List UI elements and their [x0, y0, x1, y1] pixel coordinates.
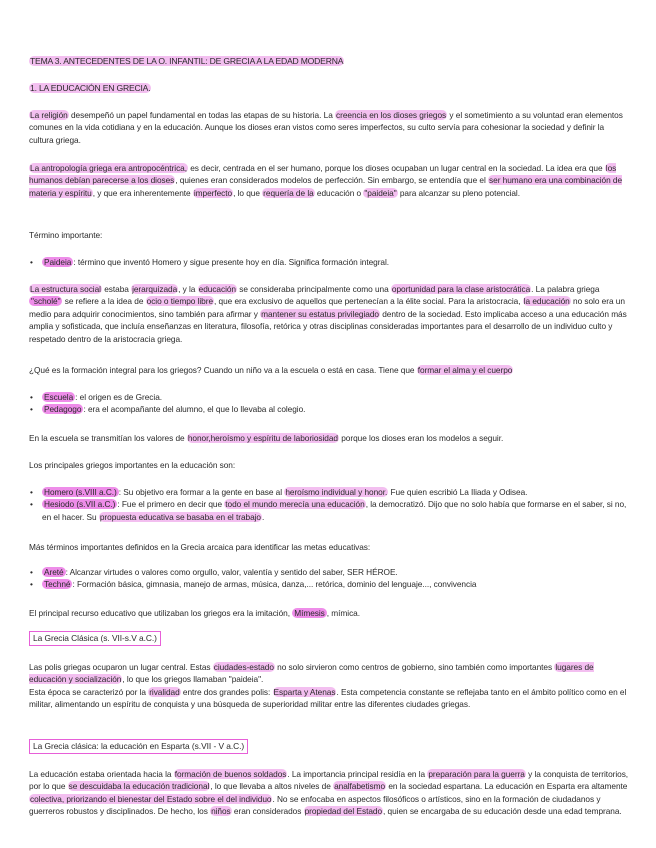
text: En la escuela se transmitían los valores de [29, 433, 187, 443]
text: educación o [314, 187, 364, 198]
text: entre dos grandes polis: [180, 686, 273, 697]
text: , quien se encargaba de su educación desde una edad temprana. [383, 806, 622, 817]
term: Escuela [44, 392, 74, 402]
highlight: ciudades-estado [213, 662, 274, 672]
text: . No se enfocaba en aspectos filosóficos o artísticos, sino en la formación de ciudadanos y guerreros robustos y disciplinados. De hecho, los [29, 793, 601, 817]
highlight: jerarquizada [132, 284, 178, 294]
text: estaba [101, 284, 132, 294]
text: , lo que [233, 187, 263, 198]
highlight: La antropología griega era antropocéntrica, [30, 163, 187, 173]
highlight: honor,heroísmo y espíritu de laboriosidad [187, 433, 338, 443]
highlight: La religión [30, 110, 68, 120]
text: , lo que los griegos llamaban "paideia". [122, 674, 264, 685]
text: y el sometimiento a su voluntad eran elementos comunes en la vida cotidiana y en la educación. Aunque los dioses eran vistos como seres imperfectos, su culto servía para cohesionar la sociedad y definir la cultura griega. [29, 110, 623, 145]
highlight: "paideia" [364, 187, 397, 198]
text: . [262, 511, 265, 522]
list-item [29, 391, 629, 403]
list-griegos [29, 486, 629, 523]
highlight: la educación [523, 296, 570, 307]
list-item [29, 578, 629, 590]
text: : Alcanzar virtudes o valores como orgullo, valor, valentía y sentido del saber, SER HÉROE. [65, 567, 398, 577]
text: ¿Qué es la formación integral para los griegos? Cuando un niño va a la escuela o está en casa. Tiene que [29, 365, 417, 375]
highlight: colectiva, priorizando el bienestar del Estado sobre el del individuo [30, 793, 272, 804]
highlight: formación de buenos soldados [174, 769, 287, 779]
text: : era el acompañante del alumno, el que lo llevaba al colegio. [83, 404, 306, 415]
paragraph-question [29, 364, 629, 376]
highlight: niños [211, 806, 231, 817]
text: , lo que llevaba a altos niveles de [210, 781, 334, 792]
section-1-title-text: 1. LA EDUCACIÓN EN GRECIA. [30, 83, 151, 93]
list-metas [29, 566, 629, 591]
paragraph-antropologia [29, 162, 629, 199]
text: . Esta competencia constante se reflejaba tanto en el ámbito político como en el militar, alimentando un espíritu de conquista y una búsqueda de superioridad militar entre las diferentes ciudades griegas. [29, 686, 627, 710]
text: . La palabra griega [531, 284, 600, 294]
text: : Su objetivo era formar a la gente en base al [118, 487, 285, 497]
highlight: "scholé" [31, 296, 61, 307]
text: . La importancia principal residía en la [287, 769, 428, 779]
highlight: imperfecto [193, 187, 233, 198]
term: Homero (s.VIII a.C.) [44, 487, 117, 497]
paragraph-estructura-social [29, 283, 629, 345]
highlight: educación [198, 284, 237, 294]
section-grecia-clasica [29, 631, 629, 646]
highlight: Esparta y Atenas [273, 686, 336, 697]
paragraph-mas-terminos: Más términos importantes definidos en la Grecia arcaica para identificar las metas educativas: [29, 542, 371, 552]
list-item [29, 403, 629, 415]
text: se consideraba principalmente como una [237, 284, 391, 294]
main-title-text: TEMA 3. ANTECEDENTES DE LA O. INFANTIL: DE GRECIA A LA EDAD MODERNA [30, 56, 344, 66]
text: El principal recurso educativo que utilizaban los griegos era la imitación, [29, 608, 293, 618]
list-item [29, 566, 629, 578]
highlight: propiedad del Estado [304, 806, 383, 817]
text: es decir, centrada en el ser humano, porque los dioses ocupaban un lugar central en la sociedad. La idea era que [187, 163, 605, 173]
list-item [29, 256, 629, 268]
text: La educación estaba orientada hacia la [29, 769, 174, 779]
highlight: Mímesis [294, 608, 325, 618]
highlight: ser humano era una combinación de materia y espíritu [29, 175, 623, 198]
text: no solo sirvieron como centros de gobierno, sino también como importantes [274, 662, 555, 672]
highlight: rivalidad [149, 686, 180, 697]
text: se refiere a la idea de [62, 296, 146, 307]
text: desempeñó un papel fundamental en todas las etapas de su historia. La [68, 110, 336, 120]
paragraph-esparta [29, 768, 629, 818]
text: y la conquista de territorios, por lo que [29, 769, 629, 792]
boxed-heading: La Grecia Clásica (s. VII-s.V a.C.) [29, 631, 161, 646]
text: no solo era un medio para adquirir conocimientos, sino también para afirmar y [29, 296, 625, 319]
highlight: preparación para la guerra [428, 769, 525, 779]
highlight: formar el alma y el cuerpo [417, 365, 513, 375]
list-escuela [29, 391, 629, 416]
paragraph-valores [29, 432, 629, 444]
highlight: La estructura social [30, 284, 101, 294]
text: : el origen es de Grecia. [75, 392, 163, 402]
term-paideia: Paideia [44, 257, 72, 267]
text: , que era exclusivo de aquellos que pertenecían a la élite social. Para la aristocracia, [214, 296, 523, 307]
text: , mímica. [326, 608, 360, 618]
main-title [29, 55, 629, 67]
paideia-list [29, 256, 629, 268]
text: Esta época se caracterizó por la [29, 686, 149, 697]
paragraph-principales: Los principales griegos importantes en la educación son: [29, 460, 236, 470]
highlight: creencia en los dioses griegos [336, 110, 447, 120]
text: en la sociedad espartana. La educación en Esparta era altamente [386, 781, 628, 792]
highlight: requería de la [263, 187, 314, 198]
text: , y que era inherentemente [92, 187, 193, 198]
highlight: todo el mundo merecía una educación [225, 499, 365, 510]
text: : término que inventó Homero y sigue presente hoy en día. Significa formación integral. [73, 257, 390, 267]
section-esparta [29, 739, 629, 754]
text: eran considerados [231, 806, 304, 817]
term: Pedagogo [44, 404, 82, 415]
text: para alcanzar su pleno potencial. [397, 187, 520, 198]
text: dentro de la sociedad. Esto implicaba acceso a una educación más amplia y sofisticada, que incluía enseñanzas en literatura, filosofía, retórica y otras disciplinas consideradas importantes para el desarrollo de un individuo culto y respetado dentro de la aristocracia griega. [29, 308, 627, 344]
text: Las polis griegas ocuparon un lugar central. Estas [29, 662, 213, 672]
highlight: analfabetismo [334, 781, 386, 792]
text: , la democratizó. Dijo que no solo había que formarse en el saber, si no, en el hacer. Su [42, 499, 627, 522]
text: : Fue el primero en decir que [117, 499, 225, 510]
text: porque los dioses eran los modelos a seguir. [338, 433, 504, 443]
term: Hesiodo (s.VII a.C.) [44, 499, 116, 510]
highlight: lugares de educación y socialización [29, 662, 594, 685]
text: , y la [178, 284, 198, 294]
highlight: los humanos debían parecerse a los dioses [29, 163, 617, 186]
highlight: heroísmo individual y honor. [285, 487, 388, 497]
paragraph-religion [29, 109, 629, 146]
list-item-hesiodo [29, 498, 629, 523]
highlight: mantener su estatus privilegiado [261, 308, 379, 319]
highlight: oportunidad para la clase aristocrática [391, 284, 531, 294]
text: : Formación básica, gimnasia, manejo de armas, música, danza,... retórica, dominio del lenguaje..., convivencia [72, 579, 477, 590]
highlight: ocio o tiempo libre [146, 296, 214, 307]
term: Areté [44, 567, 64, 577]
highlight: se descuidaba la educación tradicional [68, 781, 210, 792]
section-1-title [29, 82, 629, 94]
list-item-homero [29, 486, 629, 498]
paragraph-imitacion [29, 607, 629, 619]
highlight: propuesta educativa se basaba en el trabajo [99, 511, 261, 522]
paragraph-polis [29, 661, 629, 711]
text: , quienes eran considerados modelos de perfección. Sin embargo, se entendía que el [175, 175, 489, 186]
boxed-heading: La Grecia clásica: la educación en Esparta (s.VII - V a.C.) [29, 739, 248, 754]
term-heading: Término importante: [29, 230, 103, 240]
text: Fue quien escribió La Iliada y Odisea. [388, 487, 528, 497]
term: Techné [44, 579, 71, 590]
